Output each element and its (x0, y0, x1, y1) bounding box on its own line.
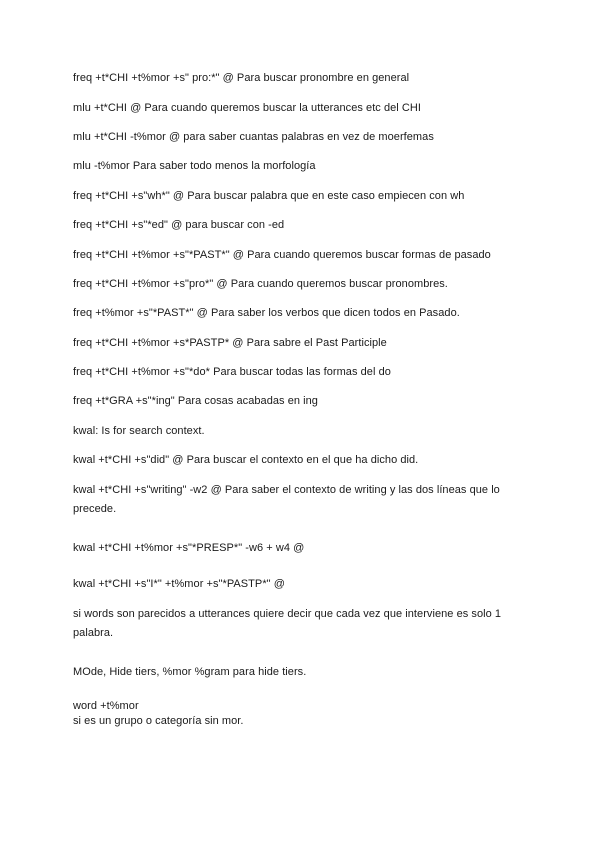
command-line-4: mlu -t%mor Para saber todo menos la morfología (73, 160, 316, 172)
word-command-line: word +t%mor (73, 700, 139, 712)
command-line-11: freq +t*CHI +t%mor +s"*do* Para buscar todas las formas del do (73, 366, 391, 378)
command-line-5: freq +t*CHI +s"wh*" @ Para buscar palabra que en este caso empiecen con wh (73, 190, 465, 202)
words-note-paragraph: si words son parecidos a utterances quiere decir que cada vez que interviene es solo 1 palabra. (73, 608, 502, 639)
command-line-7: freq +t*CHI +t%mor +s"*PAST*" @ Para cuando queremos buscar formas de pasado (73, 249, 491, 261)
command-line-1: freq +t*CHI +t%mor +s" pro:*" @ Para buscar pronombre en general (73, 72, 410, 84)
command-line-9: freq +t%mor +s"*PAST*" @ Para saber los verbos que dicen todos en Pasado. (73, 307, 460, 319)
command-line-3: mlu +t*CHI -t%mor @ para saber cuantas palabras en vez de moerfemas (73, 131, 434, 143)
command-line-6: freq +t*CHI +s"*ed" @ para buscar con -ed (73, 219, 285, 231)
command-line-16: kwal +t*CHI +s"I*" +t%mor +s"*PASTP*" @ (73, 578, 285, 590)
word-note-line: si es un grupo o categoría sin mor. (73, 715, 244, 727)
command-line-8: freq +t*CHI +t%mor +s"pro*" @ Para cuando queremos buscar pronombres. (73, 278, 448, 290)
command-line-13: kwal +t*CHI +s"did" @ Para buscar el contexto en el que ha dicho did. (73, 454, 419, 466)
command-line-12: freq +t*GRA +s"*ing" Para cosas acabadas en ing (73, 395, 318, 407)
command-line-10: freq +t*CHI +t%mor +s*PASTP* @ Para sabre el Past Participle (73, 337, 387, 349)
command-line-2: mlu +t*CHI @ Para cuando queremos buscar la utterances etc del CHI (73, 102, 421, 114)
command-line-15: kwal +t*CHI +t%mor +s"*PRESP*" -w6 + w4 @ (73, 542, 305, 554)
command-line-14: kwal +t*CHI +s"writing" -w2 @ Para saber el contexto de writing y las dos líneas que lo precede. (73, 484, 500, 515)
mode-note-line: MOde, Hide tiers, %mor %gram para hide tiers. (73, 666, 307, 678)
kwal-note-line: kwal: Is for search context. (73, 425, 205, 437)
